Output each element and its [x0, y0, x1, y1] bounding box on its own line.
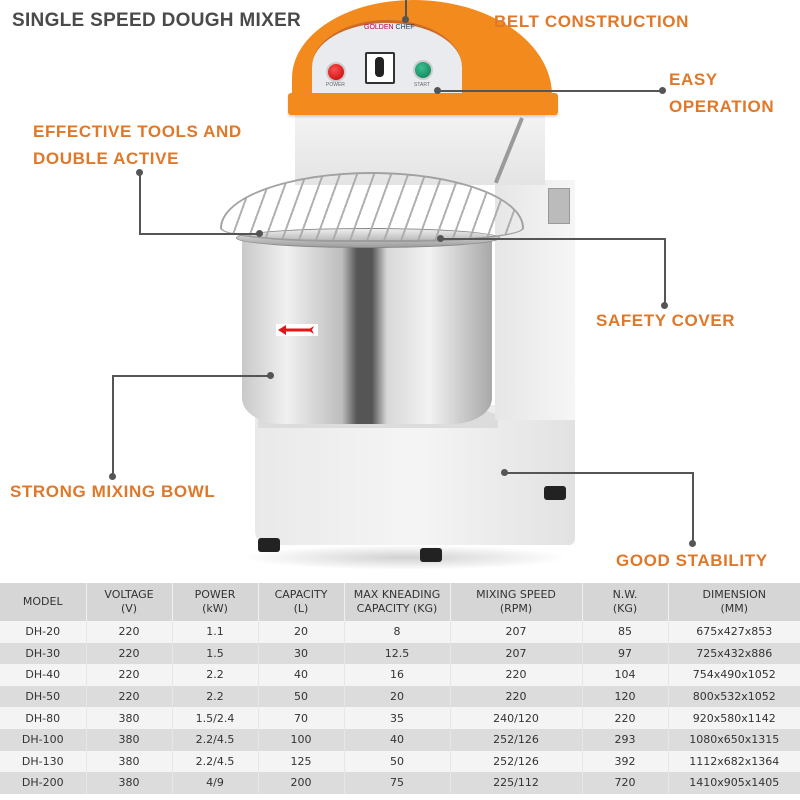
column-header-line2: CAPACITY (KG)	[356, 602, 438, 615]
foot	[258, 538, 280, 552]
table-row	[0, 686, 800, 708]
table-cell: DH-30	[0, 643, 86, 665]
table-cell: 104	[582, 664, 668, 686]
callout-strong-mixing-bowl: STRONG MIXING BOWL	[10, 482, 216, 501]
table-cell: 240/120	[450, 707, 582, 729]
table-cell: 50	[258, 686, 344, 708]
column-header	[450, 583, 582, 621]
spec-table	[0, 583, 800, 794]
table-body	[0, 621, 800, 794]
table-cell: 50	[344, 751, 450, 773]
table-cell: 1.1	[172, 621, 258, 643]
column-header-line2: (L)	[293, 602, 309, 615]
table-row	[0, 772, 800, 794]
table-cell: DH-200	[0, 772, 86, 794]
table-cell: 1080x650x1315	[668, 729, 800, 751]
callout-dot	[402, 16, 409, 23]
table-cell: 220	[582, 707, 668, 729]
table-cell: 225/112	[450, 772, 582, 794]
column-header-line2: (kW)	[202, 602, 228, 615]
callout-belt-construction: BELT CONSTRUCTION	[494, 12, 689, 31]
column-header-line2: (MM)	[720, 602, 749, 615]
table-cell: 12.5	[344, 643, 450, 665]
table-cell: DH-130	[0, 751, 86, 773]
table-cell: 220	[450, 686, 582, 708]
power-button[interactable]	[326, 62, 346, 82]
table-cell: 380	[86, 707, 172, 729]
column-header	[344, 583, 450, 621]
table-row	[0, 643, 800, 665]
table-cell: 293	[582, 729, 668, 751]
table-cell: 125	[258, 751, 344, 773]
column-header	[582, 583, 668, 621]
table-cell: 380	[86, 729, 172, 751]
callout-easy-line2: OPERATION	[669, 97, 775, 116]
table-cell: 220	[86, 643, 172, 665]
callout-line-safety-v	[664, 238, 666, 306]
table-cell: 725x432x886	[668, 643, 800, 665]
table-cell: 1410x905x1405	[668, 772, 800, 794]
callout-line-easy-operation	[437, 90, 663, 92]
callout-line-effective-v	[139, 172, 141, 234]
table-cell: DH-50	[0, 686, 86, 708]
column-header-line2: (V)	[120, 602, 138, 615]
table-cell: 200	[258, 772, 344, 794]
rotation-arrow-icon	[276, 324, 318, 336]
start-label: START	[414, 82, 430, 88]
callout-effective-tools	[33, 118, 242, 172]
foot	[420, 548, 442, 562]
column-header-line1: DIMENSION	[702, 588, 766, 601]
table-cell: DH-100	[0, 729, 86, 751]
column-header	[172, 583, 258, 621]
callout-easy-operation	[669, 66, 774, 120]
table-cell: 16	[344, 664, 450, 686]
table-cell: 720	[582, 772, 668, 794]
table-row	[0, 707, 800, 729]
table-cell: 2.2	[172, 686, 258, 708]
table-row	[0, 664, 800, 686]
table-cell: DH-40	[0, 664, 86, 686]
table-cell: 207	[450, 643, 582, 665]
table-cell: 40	[344, 729, 450, 751]
table-cell: 97	[582, 643, 668, 665]
callout-easy-line1: EASY	[669, 70, 718, 89]
table-cell: 30	[258, 643, 344, 665]
head-rim	[288, 93, 558, 115]
callout-line-stability-h	[504, 472, 694, 474]
callout-line-stability-v	[692, 472, 694, 542]
table-cell: DH-80	[0, 707, 86, 729]
table-cell: 380	[86, 772, 172, 794]
callout-dot	[689, 540, 696, 547]
table-cell: 220	[86, 686, 172, 708]
callout-dot	[434, 87, 441, 94]
table-cell: 252/126	[450, 729, 582, 751]
callout-effective-line1: EFFECTIVE TOOLS AND	[33, 122, 242, 141]
table-row	[0, 729, 800, 751]
table-cell: 2.2	[172, 664, 258, 686]
callout-good-stability: GOOD STABILITY	[616, 551, 768, 570]
table-cell: 35	[344, 707, 450, 729]
table-cell: 20	[344, 686, 450, 708]
table-cell: 220	[86, 664, 172, 686]
table-cell: 2.2/4.5	[172, 729, 258, 751]
table-cell: 1112x682x1364	[668, 751, 800, 773]
spec-plate	[548, 188, 570, 224]
column-header-line1: MAX KNEADING	[353, 588, 441, 601]
callout-line-safety-h	[440, 238, 666, 240]
column-header-line1: MODEL	[22, 595, 63, 608]
table-cell: 1.5	[172, 643, 258, 665]
column-header-line2: (RPM)	[499, 602, 533, 615]
table-cell: 100	[258, 729, 344, 751]
callout-line-effective-h	[139, 233, 261, 235]
table-cell: 220	[86, 621, 172, 643]
table-row	[0, 621, 800, 643]
floor-shadow	[240, 545, 570, 570]
brand-logo: GOLDEN CHEF	[364, 24, 415, 31]
table-cell: 4/9	[172, 772, 258, 794]
table-cell: DH-20	[0, 621, 86, 643]
foot	[544, 486, 566, 500]
column-header	[258, 583, 344, 621]
table-cell: 754x490x1052	[668, 664, 800, 686]
table-row	[0, 751, 800, 773]
table-cell: 70	[258, 707, 344, 729]
table-cell: 920x580x1142	[668, 707, 800, 729]
column-header-line1: MIXING SPEED	[476, 588, 556, 601]
column-header-line1: POWER	[194, 588, 236, 601]
callout-line-bowl-h	[112, 375, 270, 377]
table-cell: 392	[582, 751, 668, 773]
power-label: POWER	[326, 82, 345, 88]
table-cell: 1.5/2.4	[172, 707, 258, 729]
column-header	[86, 583, 172, 621]
column-header	[668, 583, 800, 621]
column-header-line1: VOLTAGE	[104, 588, 154, 601]
page-title: SINGLE SPEED DOUGH MIXER	[12, 10, 302, 31]
callout-safety-cover: SAFETY COVER	[596, 311, 736, 330]
table-header-row	[0, 583, 800, 621]
callout-dot	[659, 87, 666, 94]
rotary-switch[interactable]	[365, 52, 395, 84]
table-cell: 220	[450, 664, 582, 686]
callout-dot	[256, 230, 263, 237]
column-header-line1: CAPACITY	[274, 588, 328, 601]
table-cell: 207	[450, 621, 582, 643]
start-button[interactable]	[413, 60, 433, 80]
table-cell: 75	[344, 772, 450, 794]
table-cell: 252/126	[450, 751, 582, 773]
column-header-line1: N.W.	[612, 588, 638, 601]
table-cell: 120	[582, 686, 668, 708]
callout-line-bowl-v	[112, 375, 114, 475]
callout-effective-line2: DOUBLE ACTIVE	[33, 149, 180, 168]
table-cell: 380	[86, 751, 172, 773]
column-header-line2: (KG)	[612, 602, 638, 615]
table-cell: 20	[258, 621, 344, 643]
table-cell: 2.2/4.5	[172, 751, 258, 773]
table-cell: 40	[258, 664, 344, 686]
table-cell: 675x427x853	[668, 621, 800, 643]
table-cell: 85	[582, 621, 668, 643]
table-cell: 800x532x1052	[668, 686, 800, 708]
column-header	[0, 583, 86, 621]
table-cell: 8	[344, 621, 450, 643]
